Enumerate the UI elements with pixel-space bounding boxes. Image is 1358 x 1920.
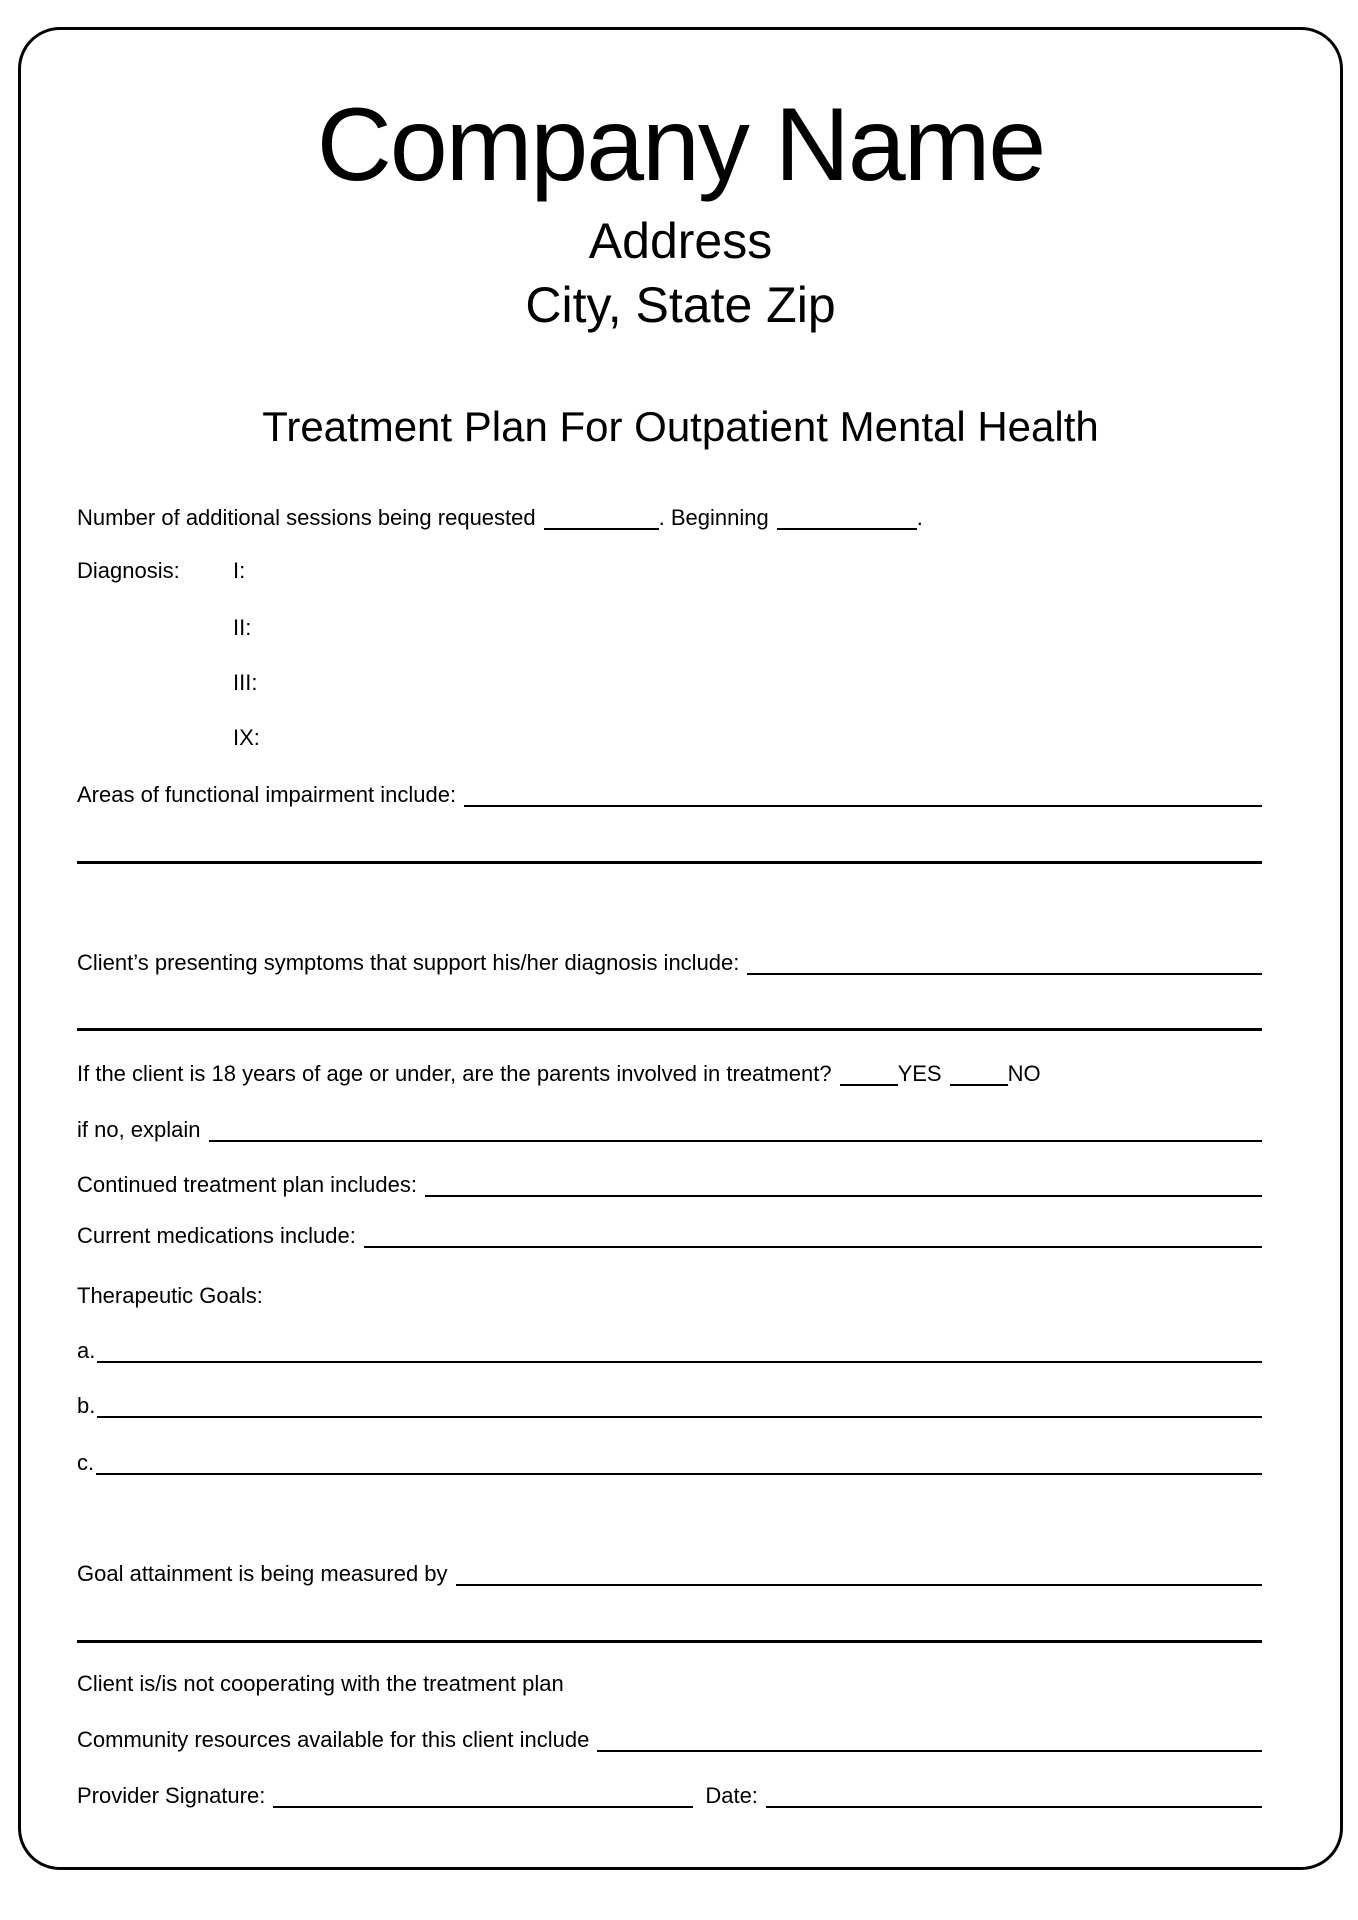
continued-treatment-line[interactable]	[425, 1195, 1262, 1197]
symptoms-line-2[interactable]	[77, 1028, 1262, 1031]
provider-signature-line[interactable]	[273, 1806, 693, 1808]
diagnosis-axis-ix-label: IX:	[233, 725, 260, 750]
signature-row	[77, 1782, 1262, 1810]
symptoms-label: Client’s presenting symptoms that support his/her diagnosis include:	[77, 950, 740, 975]
impairment-line[interactable]	[464, 805, 1262, 807]
continued-treatment-label: Continued treatment plan includes:	[77, 1172, 417, 1197]
impairment-row	[77, 781, 1262, 809]
goal-a-line[interactable]	[97, 1361, 1262, 1363]
form-page	[18, 27, 1343, 1870]
explain-row	[77, 1116, 1262, 1144]
diagnosis-row	[77, 557, 1262, 585]
therapeutic-goals-label: Therapeutic Goals:	[77, 1283, 263, 1308]
diagnosis-label: Diagnosis:	[77, 558, 180, 583]
goal-attainment-line-2[interactable]	[77, 1640, 1262, 1643]
goal-c-row	[77, 1449, 1262, 1477]
medications-line[interactable]	[364, 1246, 1262, 1248]
sessions-count-blank[interactable]	[544, 528, 659, 530]
symptoms-row	[77, 949, 1262, 977]
symptoms-line[interactable]	[747, 973, 1262, 975]
goal-a-row	[77, 1337, 1262, 1365]
diagnosis-axis-iii-label: III:	[233, 670, 258, 695]
parents-yes-blank[interactable]	[840, 1084, 898, 1086]
explain-line[interactable]	[209, 1140, 1262, 1142]
sessions-period: .	[916, 505, 923, 530]
date-label: Date:	[705, 1783, 758, 1808]
diagnosis-axis-ii-label: II:	[233, 615, 252, 640]
yes-label: YES	[897, 1061, 942, 1086]
goal-a-label: a.	[77, 1338, 96, 1363]
goal-b-row	[77, 1392, 1262, 1420]
date-line[interactable]	[766, 1806, 1262, 1808]
goal-attainment-label: Goal attainment is being measured by	[77, 1561, 448, 1586]
goal-attainment-line[interactable]	[456, 1584, 1262, 1586]
medications-row	[77, 1222, 1262, 1250]
goal-b-label: b.	[77, 1393, 96, 1418]
diagnosis-axis-i-label: I:	[233, 558, 246, 583]
company-address: Address	[588, 213, 773, 269]
goal-b-line[interactable]	[97, 1416, 1262, 1418]
diagnosis-axis-iii-row	[77, 669, 1262, 697]
community-resources-row	[77, 1726, 1262, 1754]
explain-label: if no, explain	[77, 1117, 201, 1142]
parents-involved-row	[77, 1060, 1262, 1088]
diagnosis-axis-ix-row	[77, 724, 1262, 752]
continued-treatment-row	[77, 1171, 1262, 1199]
provider-signature-label: Provider Signature:	[77, 1783, 266, 1808]
no-label: NO	[1007, 1061, 1041, 1086]
beginning-label: . Beginning	[658, 505, 769, 530]
impairment-label: Areas of functional impairment include:	[77, 782, 457, 807]
sessions-row	[77, 504, 1262, 532]
sessions-requested-label: Number of additional sessions being requested	[77, 505, 536, 530]
company-name: Company Name	[316, 87, 1045, 203]
community-resources-line[interactable]	[597, 1750, 1262, 1752]
company-city-state-zip: City, State Zip	[525, 277, 836, 333]
parents-involved-question: If the client is 18 years of age or under, are the parents involved in treatment?	[77, 1061, 832, 1086]
beginning-date-blank[interactable]	[777, 528, 917, 530]
cooperation-row	[77, 1670, 1262, 1698]
community-resources-label: Community resources available for this client include	[77, 1727, 590, 1752]
impairment-line-2[interactable]	[77, 861, 1262, 864]
goal-c-label: c.	[77, 1450, 95, 1475]
therapeutic-goals-row	[77, 1282, 1262, 1310]
cooperation-statement: Client is/is not cooperating with the treatment plan	[77, 1671, 564, 1696]
diagnosis-axis-ii-row	[77, 614, 1262, 642]
goal-c-line[interactable]	[96, 1473, 1262, 1475]
medications-label: Current medications include:	[77, 1223, 356, 1248]
goal-attainment-row	[77, 1560, 1262, 1588]
form-title: Treatment Plan For Outpatient Mental Health	[262, 403, 1099, 450]
parents-no-blank[interactable]	[950, 1084, 1008, 1086]
